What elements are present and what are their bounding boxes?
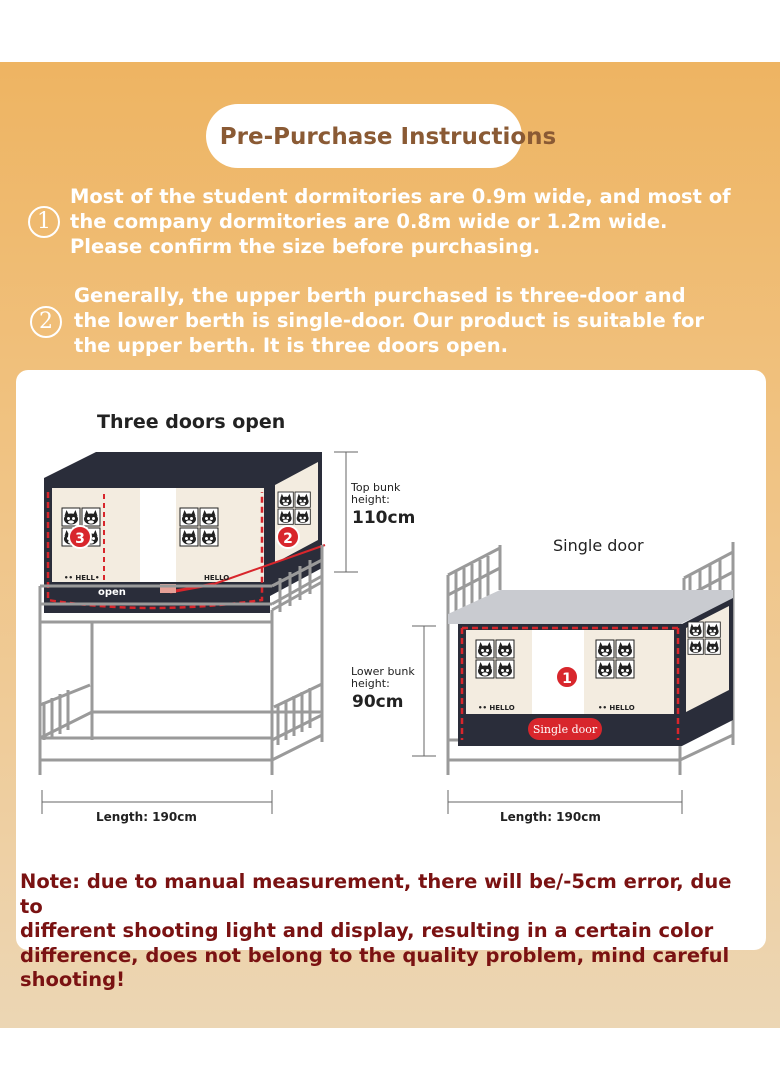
open-label: open <box>98 587 126 598</box>
three-doors-title: Three doors open <box>97 411 286 433</box>
door-marker-1-text: 1 <box>562 671 572 687</box>
instruction-1-line-2: the company dormitories are 0.8m wide or 1.2m wide. <box>70 210 668 233</box>
note-line-2: different shooting light and display, resulting in a certain color <box>20 919 714 942</box>
lower-bunk-label-line-1: Lower bunk <box>351 665 415 678</box>
top-bunk-label-line-2: height: <box>351 493 390 506</box>
lower-bunk-height-value: 90cm <box>352 692 404 712</box>
note-line-3: difference, does not belong to the quality problem, mind careful <box>20 943 730 967</box>
door-marker-3-text: 3 <box>75 531 85 547</box>
lower-bunk-label <box>351 666 415 690</box>
note-line-4: shooting! <box>20 968 126 991</box>
door-marker-2-text: 2 <box>283 531 293 547</box>
number-one-icon: 1 <box>28 206 60 238</box>
page-title: Pre-Purchase Instructions <box>219 124 557 150</box>
top-bunk-label-line-1: Top bunk <box>351 481 401 494</box>
curtain-print-right-2: •• HELLO <box>598 704 635 712</box>
single-door-badge-text: Single door <box>532 723 598 736</box>
three-door-curtain <box>44 452 325 613</box>
lower-bunk-height-dimension <box>412 626 436 756</box>
right-length-label: Length: 190cm <box>500 810 601 824</box>
number-two-icon: 2 <box>30 306 62 338</box>
top-bunk-height-value: 110cm <box>352 508 416 528</box>
instruction-2-line-2: the lower berth is single-door. Our product is suitable for <box>74 309 704 332</box>
upper-mattress <box>448 590 733 624</box>
instruction-2-line-1: Generally, the upper berth purchased is three-door and <box>74 284 686 307</box>
top-bunk-label <box>351 482 400 506</box>
single-door-title: Single door <box>553 536 644 555</box>
curtain-print-left: •• HELL• <box>64 574 100 582</box>
lower-bunk-label-line-2: height: <box>351 677 390 690</box>
instruction-1-line-1: Most of the student dormitories are 0.9m wide, and most of <box>70 185 731 208</box>
instruction-1-line-3: Please confirm the size before purchasing. <box>70 235 541 258</box>
curtain-print-right: HELLO <box>204 574 230 582</box>
disclaimer-note <box>20 870 760 993</box>
instruction-2-line-3: the upper berth. It is three doors open. <box>74 334 508 357</box>
note-line-1: Note: due to manual measurement, there will be/-5cm error, due to <box>20 870 732 918</box>
left-length-label: Length: 190cm <box>96 810 197 824</box>
curtain-print-left-2: •• HELLO <box>478 704 515 712</box>
